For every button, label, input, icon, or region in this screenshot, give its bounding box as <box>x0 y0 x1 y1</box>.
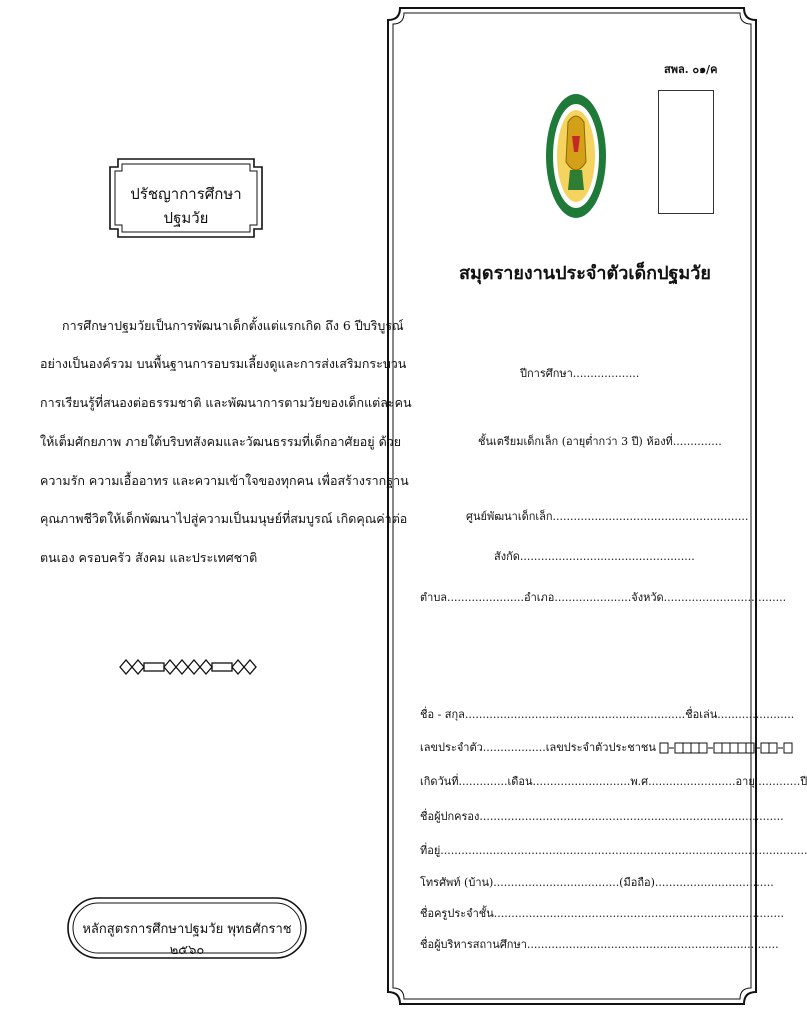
philosophy-line-2: อย่างเป็นองค์รวม บนพื้นฐานการอบรมเลี้ยงดูและการส่งเสริมกระบวน <box>40 356 407 371</box>
child-center-field[interactable]: ศูนย์พัฒนาเด็กเล็ก........................................................ <box>466 510 749 523</box>
form-code: สพล. ๐๑/ค <box>664 63 718 76</box>
philosophy-line-4: ให้เต็มศักยภาพ ภายใต้บริบทสังคมและวัฒนธรรมที่เด็กอาศัยอยู่ ด้วย <box>40 434 402 449</box>
address-field[interactable]: ที่อยู่......................................................................................................... <box>420 844 807 857</box>
location-field[interactable]: ตำบล......................อำเภอ......................จังหวัด................................... <box>420 591 787 604</box>
guardian-name-field[interactable]: ชื่อผู้ปกครอง....................................................................................... <box>420 810 784 823</box>
form-title: สมุดรายงานประจำตัวเด็กปฐมวัย <box>459 263 711 284</box>
phone-field[interactable]: โทรศัพท์ (บ้าน)....................................(มือถือ).................................. <box>420 876 774 889</box>
academic-year-field[interactable]: ปีการศึกษา................... <box>520 367 640 380</box>
curriculum-footer: หลักสูตรการศึกษาปฐมวัย พุทธศักราช ๒๕๖๐ <box>82 922 292 958</box>
id-number-row <box>420 738 793 756</box>
philosophy-line-7: ตนเอง ครอบครัว สังคม และประเทศชาติ <box>40 550 258 565</box>
class-room-field[interactable]: ชั้นเตรียมเด็กเล็ก (อายุต่ำกว่า 3 ปี) ห้องที่.............. <box>478 435 722 448</box>
department-logo <box>544 92 608 220</box>
philosophy-line-1: การศึกษาปฐมวัยเป็นการพัฒนาเด็กตั้งแต่แรกเกิด ถึง 6 ปีบริบูรณ์ <box>62 318 404 333</box>
left-title: ปรัชญาการศึกษาปฐมวัย <box>130 185 242 227</box>
citizen-id-boxes[interactable] <box>659 741 793 755</box>
child-name-field[interactable]: ชื่อ - สกุล...............................................................ชื่อเล่น...................... <box>420 708 795 721</box>
class-teacher-field[interactable]: ชื่อครูประจำชั้น................................................................................... <box>420 907 784 920</box>
photo-placeholder <box>658 90 714 214</box>
philosophy-line-3: การเรียนรู้ที่สนองต่อธรรมชาติ และพัฒนาการตามวัยของเด็กแต่ละคน <box>40 395 412 410</box>
philosophy-line-6: คุณภาพชีวิตให้เด็กพัฒนาไปสู่ความเป็นมนุษย์ที่สมบูรณ์ เกิดคุณค่าต่อ <box>40 511 408 526</box>
decorative-divider <box>118 657 258 677</box>
school-director-field[interactable]: ชื่อผู้บริหารสถานศึกษา........................................................................ <box>420 938 779 951</box>
affiliation-field[interactable]: สังกัด.................................................. <box>494 550 695 563</box>
birth-date-field[interactable]: เกิดวันที่..............เดือน............................พ.ศ.........................อายุ.............ปี <box>420 775 807 788</box>
philosophy-line-5: ความรัก ความเอื้ออาทร และความเข้าใจของทุกคน เพื่อสร้างรากฐาน <box>40 473 409 488</box>
id-number-label[interactable]: เลขประจำตัว..................เลขประจำตัวประชาชน <box>420 741 656 754</box>
